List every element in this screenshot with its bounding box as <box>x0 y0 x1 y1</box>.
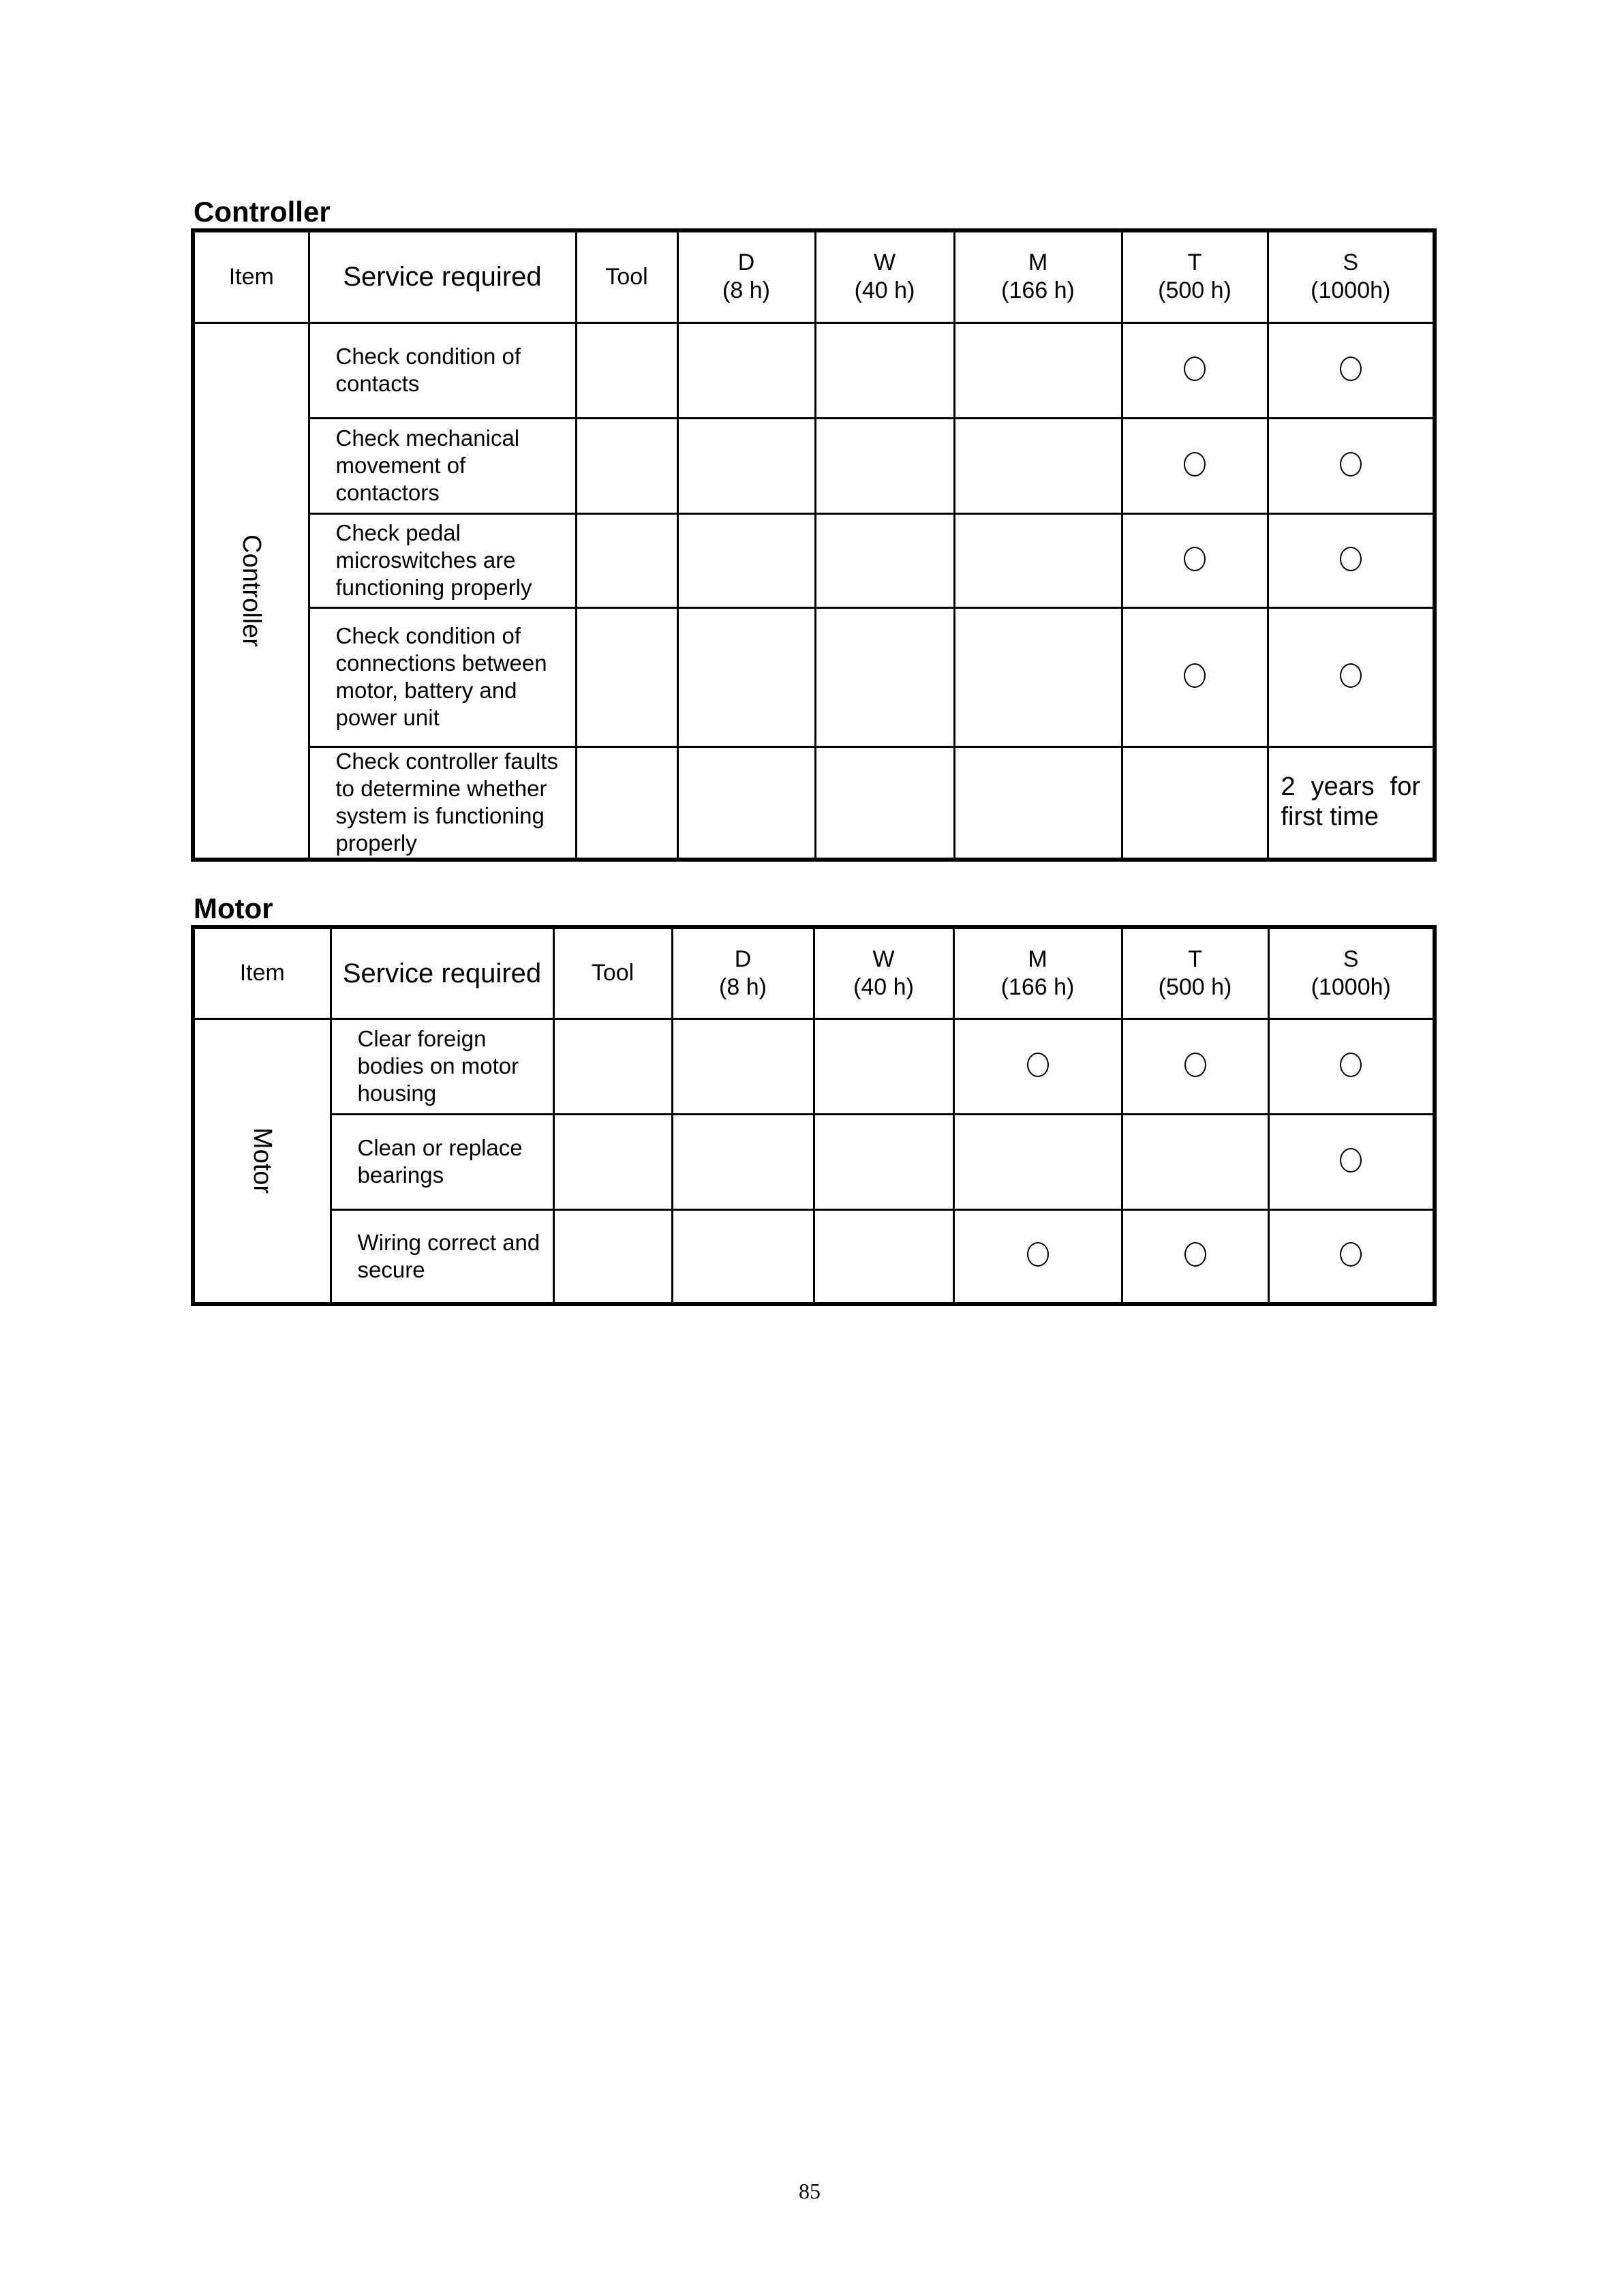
header-tool: Tool <box>553 927 672 1018</box>
circle-mark-icon <box>1184 1053 1206 1077</box>
d-cell <box>672 1018 814 1114</box>
service-cell: Check controller faults to determine whether system is functioning properly <box>309 746 576 860</box>
w-cell <box>815 418 954 513</box>
header-label: S <box>1343 250 1359 276</box>
circle-mark-icon <box>1184 452 1206 477</box>
item-group-cell <box>193 322 309 860</box>
d-cell <box>672 1209 814 1304</box>
header-interval: (40 h) <box>854 277 915 304</box>
circle-mark-icon <box>1184 663 1206 688</box>
t-cell <box>1122 746 1268 860</box>
circle-mark-icon <box>1340 452 1362 477</box>
header-label: D <box>734 946 752 972</box>
header-monthly <box>953 927 1122 1018</box>
header-six-monthly <box>1268 927 1435 1018</box>
table-row <box>193 1114 1435 1209</box>
header-label: W <box>873 250 896 276</box>
item-label-rotated: Controller <box>237 534 266 647</box>
table-row <box>193 746 1435 860</box>
section-title-controller: Controller <box>194 196 331 228</box>
section-title-motor: Motor <box>194 892 273 924</box>
header-three-monthly <box>1122 230 1268 322</box>
service-cell: Clear foreign bodies on motor housing <box>331 1018 553 1114</box>
header-item: Item <box>193 927 331 1018</box>
w-cell <box>815 607 954 746</box>
s-cell <box>1268 418 1435 513</box>
m-cell <box>953 1209 1122 1304</box>
header-interval: (8 h) <box>719 973 767 1000</box>
w-cell <box>814 1114 953 1209</box>
service-cell: Check condition of contacts <box>309 322 576 418</box>
header-item: Item <box>193 230 309 322</box>
m-cell <box>954 607 1122 746</box>
tool-cell <box>553 1209 672 1304</box>
table-row <box>193 1209 1435 1304</box>
s-cell <box>1268 513 1435 607</box>
tool-cell <box>553 1018 672 1114</box>
t-cell <box>1122 418 1268 513</box>
table-row <box>193 513 1435 607</box>
header-interval: (40 h) <box>853 973 914 1000</box>
item-group-cell <box>193 1018 331 1304</box>
header-three-monthly <box>1122 927 1268 1018</box>
tool-cell <box>576 607 677 746</box>
circle-mark-icon <box>1340 1148 1362 1173</box>
s-cell <box>1268 1209 1435 1304</box>
table-row <box>193 418 1435 513</box>
table-header-row <box>193 230 1435 322</box>
tool-cell <box>576 746 677 860</box>
header-weekly <box>815 230 954 322</box>
header-label: M <box>1028 250 1048 276</box>
m-cell <box>953 1018 1122 1114</box>
m-cell <box>953 1114 1122 1209</box>
header-label: M <box>1028 946 1047 972</box>
t-cell <box>1122 1018 1268 1114</box>
table-row <box>193 1018 1435 1114</box>
service-cell: Check condition of connections between motor, battery and power unit <box>309 607 576 746</box>
circle-mark-icon <box>1340 357 1362 381</box>
header-label: T <box>1187 250 1202 276</box>
w-cell <box>815 746 954 860</box>
s-cell <box>1268 1114 1435 1209</box>
m-cell <box>954 322 1122 418</box>
header-interval: (500 h) <box>1158 973 1232 1000</box>
header-label: S <box>1343 946 1359 972</box>
d-cell <box>677 418 815 513</box>
t-cell <box>1122 1209 1268 1304</box>
header-label: D <box>737 250 755 276</box>
item-label-rotated: Motor <box>248 1128 277 1194</box>
d-cell <box>677 513 815 607</box>
table-row <box>193 607 1435 746</box>
header-daily <box>672 927 814 1018</box>
t-cell <box>1122 322 1268 418</box>
tool-cell <box>576 418 677 513</box>
header-weekly <box>814 927 953 1018</box>
tool-cell <box>576 322 677 418</box>
header-daily <box>677 230 815 322</box>
tool-cell <box>553 1114 672 1209</box>
header-tool: Tool <box>576 230 677 322</box>
service-cell: Clean or replace bearings <box>331 1114 553 1209</box>
header-service-required: Service required <box>331 927 553 1018</box>
table-header-row <box>193 927 1435 1018</box>
header-interval: (1000h) <box>1311 277 1391 304</box>
s-cell-note: 2 years for first time <box>1268 746 1435 860</box>
header-interval: (8 h) <box>722 277 770 304</box>
circle-mark-icon <box>1184 357 1206 381</box>
w-cell <box>814 1209 953 1304</box>
controller-maintenance-table <box>191 228 1437 862</box>
s-cell <box>1268 607 1435 746</box>
service-cell: Wiring correct and secure <box>331 1209 553 1304</box>
w-cell <box>815 513 954 607</box>
circle-mark-icon <box>1340 1242 1362 1267</box>
d-cell <box>672 1114 814 1209</box>
tool-cell <box>576 513 677 607</box>
header-label: W <box>872 946 895 972</box>
circle-mark-icon <box>1340 547 1362 571</box>
d-cell <box>677 746 815 860</box>
page-number: 85 <box>799 2179 821 2203</box>
service-cell: Check pedal microswitches are functioning properly <box>309 513 576 607</box>
header-service-required: Service required <box>309 230 576 322</box>
m-cell <box>954 746 1122 860</box>
s-cell <box>1268 1018 1435 1114</box>
s-cell <box>1268 322 1435 418</box>
circle-mark-icon <box>1340 663 1362 688</box>
w-cell <box>815 322 954 418</box>
circle-mark-icon <box>1184 547 1206 571</box>
header-label: T <box>1188 946 1202 972</box>
d-cell <box>677 607 815 746</box>
circle-mark-icon <box>1340 1053 1362 1077</box>
t-cell <box>1122 607 1268 746</box>
header-six-monthly <box>1268 230 1435 322</box>
motor-maintenance-table <box>191 925 1437 1306</box>
header-monthly <box>954 230 1122 322</box>
d-cell <box>677 322 815 418</box>
circle-mark-icon <box>1027 1053 1049 1077</box>
header-interval: (166 h) <box>1001 277 1075 304</box>
t-cell <box>1122 1114 1268 1209</box>
circle-mark-icon <box>1184 1242 1206 1267</box>
w-cell <box>814 1018 953 1114</box>
t-cell <box>1122 513 1268 607</box>
service-cell: Check mechanical movement of contactors <box>309 418 576 513</box>
header-interval: (500 h) <box>1158 277 1231 304</box>
m-cell <box>954 418 1122 513</box>
header-interval: (1000h) <box>1311 973 1391 1000</box>
circle-mark-icon <box>1027 1242 1049 1267</box>
header-interval: (166 h) <box>1000 973 1075 1000</box>
m-cell <box>954 513 1122 607</box>
table-row <box>193 322 1435 418</box>
